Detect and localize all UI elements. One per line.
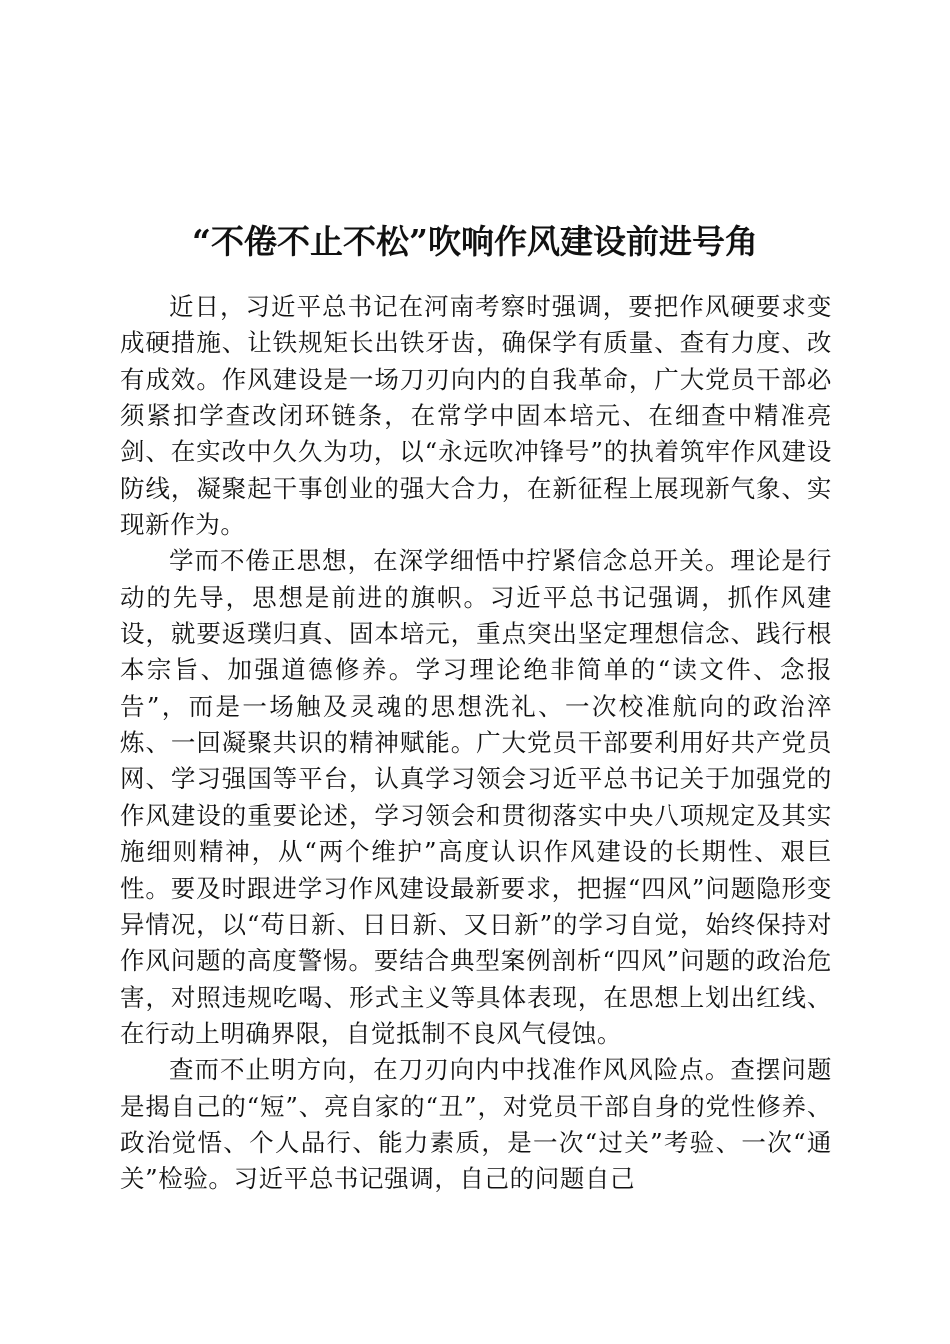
paragraph-inspect: 查而不止明方向，在刀刃向内中找准作风风险点。查摆问题是揭自己的“短”、亮自家的“丑”，对党员干部自身的党性修养、政治觉悟、个人品行、能力素质，是一次“过关”考验、一次“通关”检验。习近平总书记强调，自己的问题自己 xyxy=(120,1055,832,1194)
paragraph-study: 学而不倦正思想，在深学细悟中拧紧信念总开关。理论是行动的先导，思想是前进的旗帜。习近平总书记强调，抓作风建设，就要返璞归真、固本培元，重点突出坚定理想信念、践行根本宗旨、加强道德修养。学习理论绝非简单的“读文件、念报告”，而是一场触及灵魂的思想洗礼、一次校准航向的政治淬炼、一回凝聚共识的精神赋能。广大党员干部要利用好共产党员网、学习强国等平台，认真学习领会习近平总书记关于加强党的作风建设的重要论述，学习领会和贯彻落实中央八项规定及其实施细则精神，从“两个维护”高度认识作风建设的长期性、艰巨性。要及时跟进学习作风建设最新要求，把握“四风”问题隐形变异情况，以“苟日新、日日新、又日新”的学习自觉，始终保持对作风问题的高度警惕。要结合典型案例剖析“四风”问题的政治危害，对照违规吃喝、形式主义等具体表现，在思想上划出红线、在行动上明确界限，自觉抵制不良风气侵蚀。 xyxy=(120,546,832,1048)
document-title: “不倦不止不松”吹响作风建设前进号角 xyxy=(192,222,758,262)
paragraph-intro: 近日，习近平总书记在河南考察时强调，要把作风硬要求变成硬措施、让铁规矩长出铁牙齿，确保学有质量、查有力度、改有成效。作风建设是一场刀刃向内的自我革命，广大党员干部必须紧扣学查改闭环链条，在常学中固本培元、在细查中精准亮剑、在实改中久久为功，以“永远吹冲锋号”的执着筑牢作风建设防线，凝聚起干事创业的强大合力，在新征程上展现新气象、实现新作为。 xyxy=(120,292,832,540)
document-body xyxy=(120,289,832,1198)
